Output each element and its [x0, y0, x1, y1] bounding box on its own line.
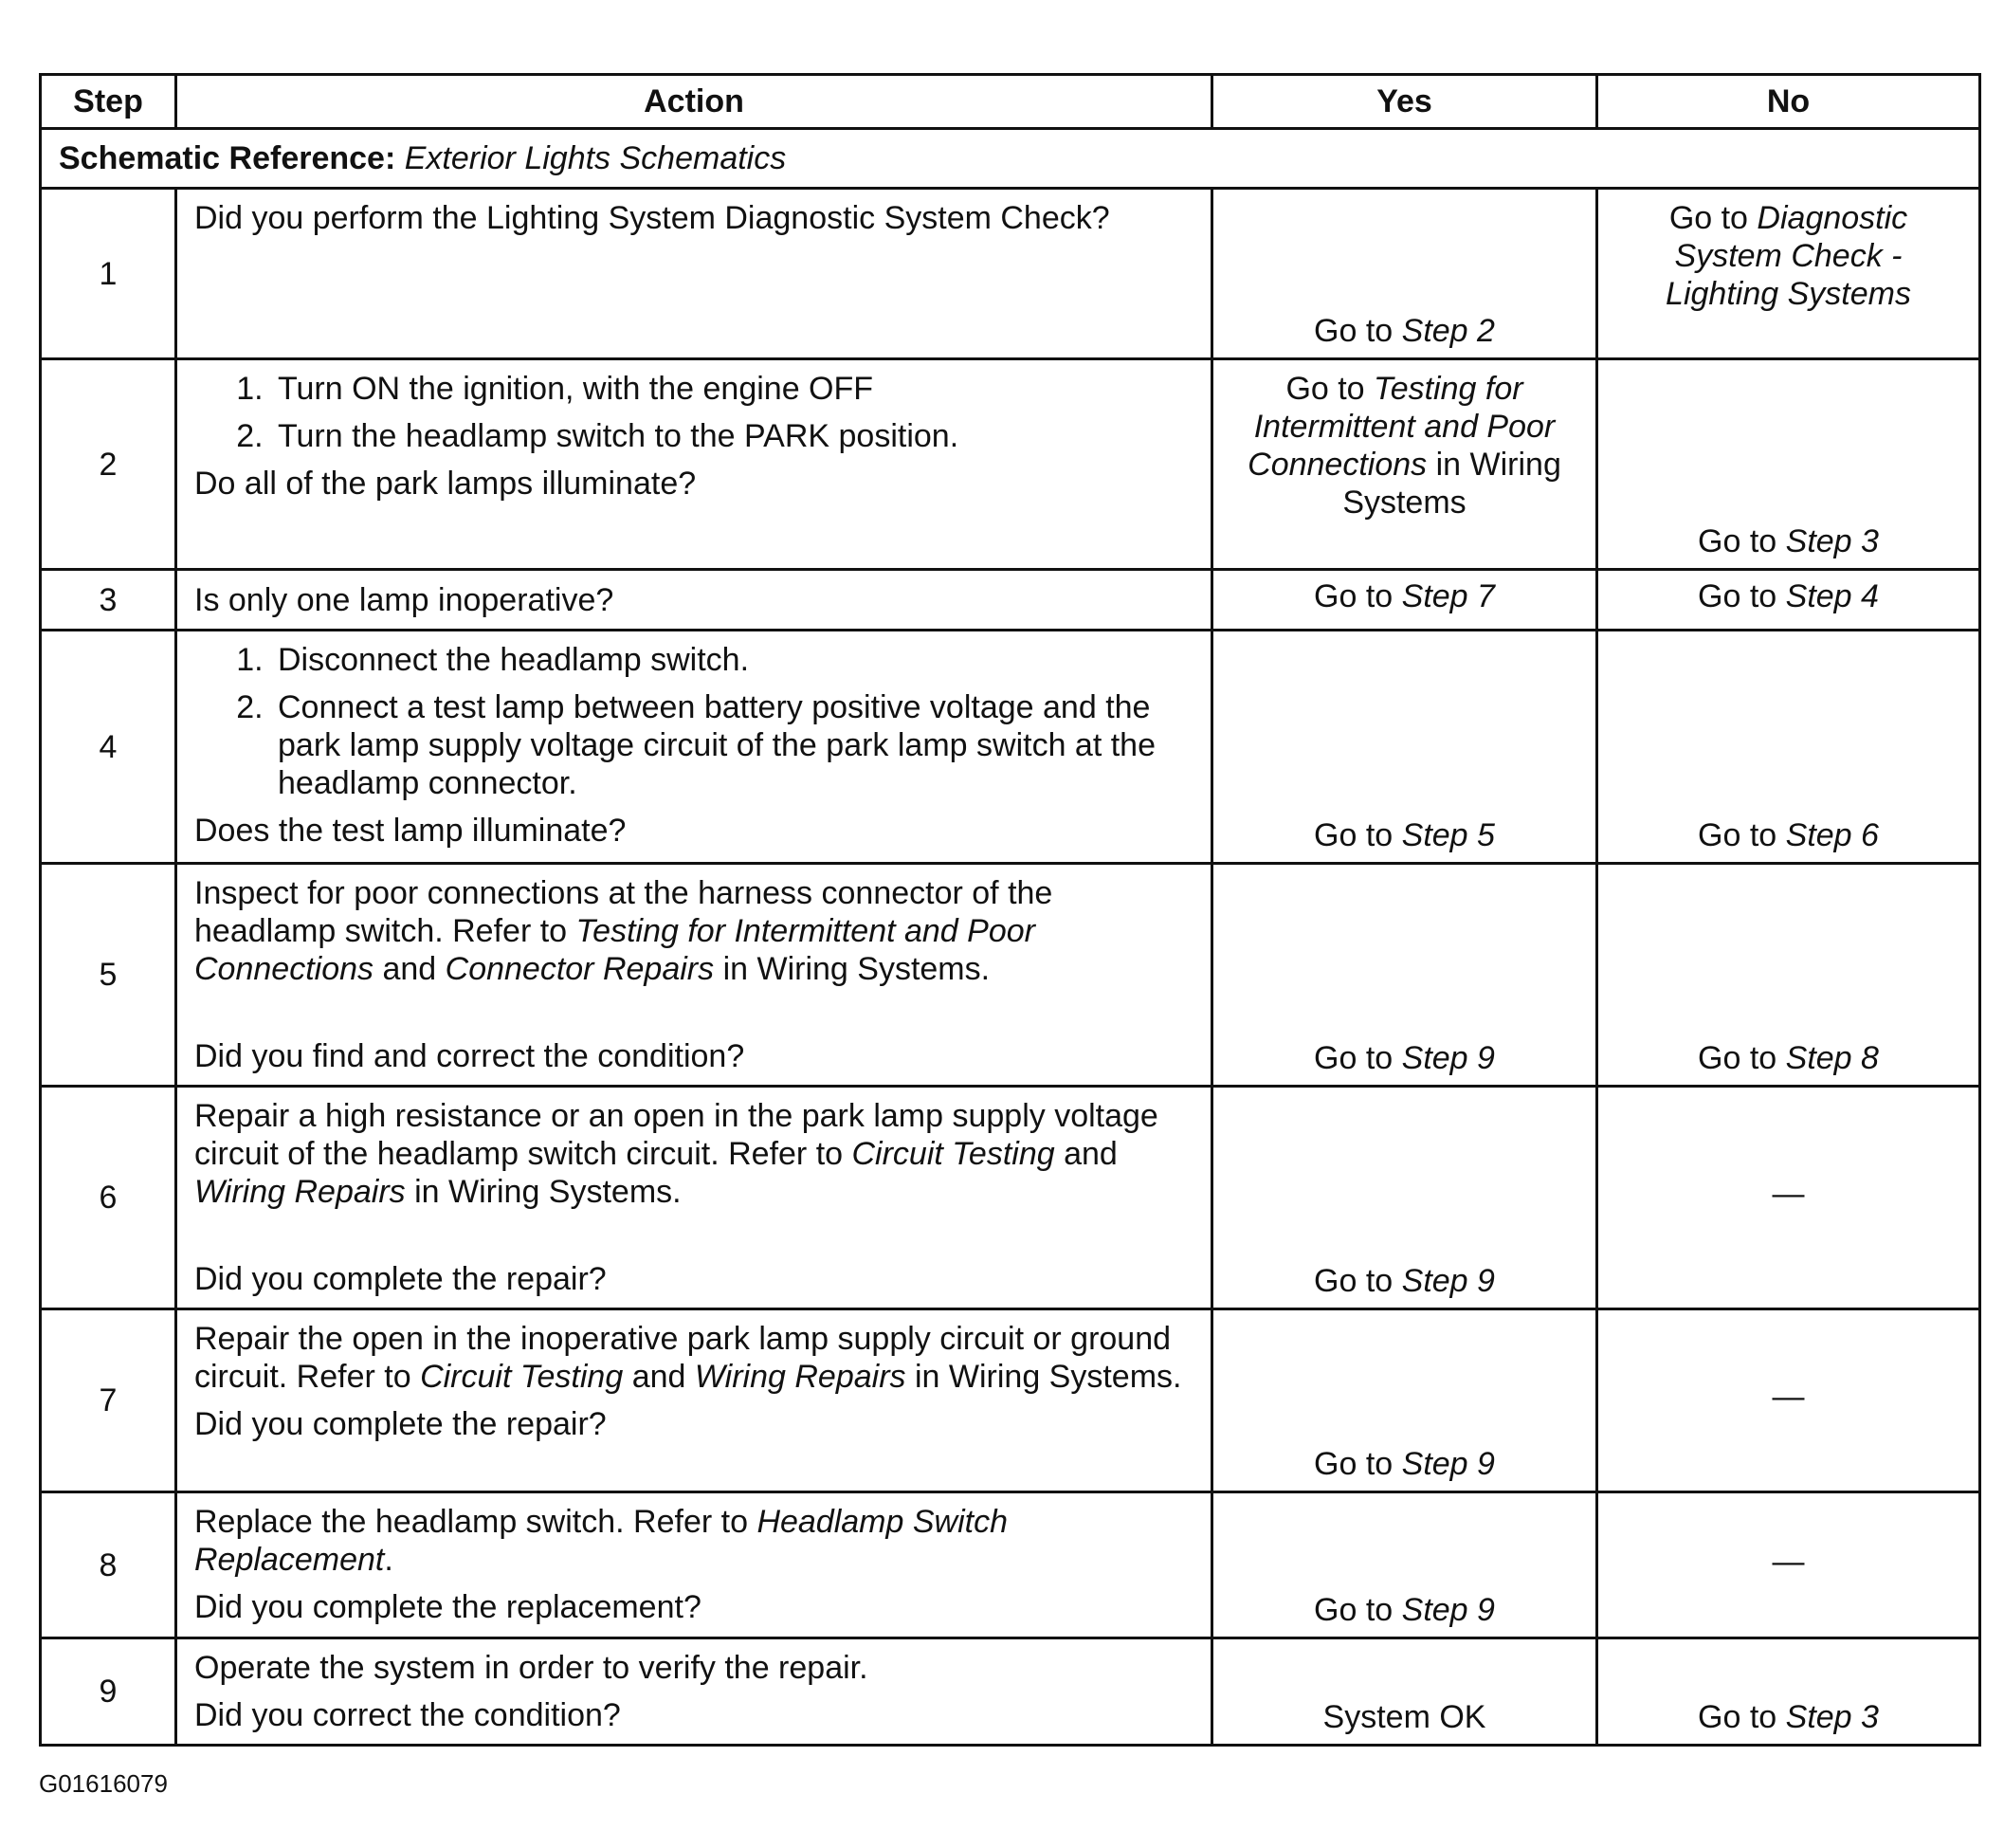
table-row — [41, 189, 1980, 359]
no-cell: — — [1597, 1309, 1980, 1492]
header-action: Action — [176, 75, 1212, 129]
action-cell — [176, 570, 1212, 631]
action-text: Repair a high resistance or an open in the park lamp supply voltage circuit of the headlamp switch circuit. Refer to Circuit Testing and Wiring Repairs in Wiring Systems. — [194, 1098, 1158, 1210]
yes-cell: Go to Step 9 — [1212, 1492, 1597, 1638]
action-step: 1. Disconnect the headlamp switch. — [272, 641, 1193, 679]
step-number: 3 — [41, 570, 176, 631]
schematic-label: Schematic Reference: — [59, 140, 396, 176]
table-row — [41, 1492, 1980, 1638]
table-row — [41, 864, 1980, 1087]
step-number: 9 — [41, 1638, 176, 1746]
header-no: No — [1597, 75, 1980, 129]
action-cell — [176, 1492, 1212, 1638]
schematic-value: Exterior Lights Schematics — [404, 140, 787, 176]
step-number: 1 — [41, 189, 176, 359]
table-row — [41, 1087, 1980, 1309]
action-steps — [194, 641, 1193, 802]
no-cell: Go to Step 3 — [1597, 1638, 1980, 1746]
diagnostic-table — [39, 73, 1981, 1747]
no-link: Step 4 — [1785, 577, 1879, 614]
action-question: Did you complete the repair? — [194, 1406, 607, 1442]
yes-link: Step 9 — [1401, 1263, 1495, 1299]
step-number: 8 — [41, 1492, 176, 1638]
action-step: 2. Turn the headlamp switch to the PARK position. — [272, 417, 1193, 455]
action-text: Did you perform the Lighting System Diagnostic System Check? — [194, 200, 1110, 236]
yes-link: Step 5 — [1401, 817, 1495, 853]
action-cell — [176, 1638, 1212, 1746]
no-link: Step 6 — [1785, 817, 1879, 853]
action-cell — [176, 359, 1212, 570]
step-number: 7 — [41, 1309, 176, 1492]
no-link: Step 8 — [1785, 1040, 1879, 1076]
step-number: 4 — [41, 631, 176, 864]
action-step: 1. Turn ON the ignition, with the engine OFF — [272, 370, 1193, 408]
action-text: Inspect for poor connections at the harness connector of the headlamp switch. Refer to Testing for Intermittent and Poor Connections and Connector Repairs in Wiring Systems. — [194, 875, 1053, 987]
action-cell — [176, 631, 1212, 864]
step-number: 2 — [41, 359, 176, 570]
yes-link: Step 9 — [1401, 1592, 1495, 1628]
action-text: Operate the system in order to verify the repair. — [194, 1650, 868, 1686]
header-step: Step — [41, 75, 176, 129]
action-cell — [176, 189, 1212, 359]
action-question: Do all of the park lamps illuminate? — [194, 466, 697, 502]
action-text: Repair the open in the inoperative park lamp supply circuit or ground circuit. Refer to Circuit Testing and Wiring Repairs in Wiring Systems. — [194, 1321, 1182, 1395]
table-row — [41, 1309, 1980, 1492]
action-question: Did you complete the repair? — [194, 1261, 607, 1297]
action-cell — [176, 1087, 1212, 1309]
no-cell: — — [1597, 1087, 1980, 1309]
no-cell: Go to Diagnostic System Check - Lighting Systems — [1597, 189, 1980, 359]
step-number: 5 — [41, 864, 176, 1087]
yes-cell: Go to Step 2 — [1212, 189, 1597, 359]
yes-cell: Go to Step 9 — [1212, 864, 1597, 1087]
no-cell: — — [1597, 1492, 1980, 1638]
no-link: Step 3 — [1785, 523, 1879, 559]
no-cell: Go to Step 8 — [1597, 864, 1980, 1087]
yes-link: Step 2 — [1401, 313, 1495, 349]
yes-cell: Go to Step 7 — [1212, 570, 1597, 631]
action-question: Did you find and correct the condition? — [194, 1038, 745, 1074]
yes-link: Step 9 — [1401, 1040, 1495, 1076]
step-number: 6 — [41, 1087, 176, 1309]
yes-link: Step 7 — [1401, 577, 1495, 614]
action-cell — [176, 1309, 1212, 1492]
table-row — [41, 359, 1980, 570]
schematic-row — [41, 129, 1980, 189]
action-step: 2. Connect a test lamp between battery positive voltage and the park lamp supply voltage circuit of the park lamp switch at the headlamp connector. — [272, 688, 1193, 802]
yes-cell: Go to Step 9 — [1212, 1087, 1597, 1309]
no-link: Step 3 — [1785, 1699, 1879, 1735]
yes-link: Step 9 — [1401, 1446, 1495, 1482]
table-row — [41, 631, 1980, 864]
yes-cell: Go to Step 9 — [1212, 1309, 1597, 1492]
action-steps — [194, 370, 1193, 455]
yes-cell: System OK — [1212, 1638, 1597, 1746]
action-text: Replace the headlamp switch. Refer to Headlamp Switch Replacement. — [194, 1504, 1008, 1578]
header-yes: Yes — [1212, 75, 1597, 129]
action-question: Does the test lamp illuminate? — [194, 813, 627, 849]
figure-id: G01616079 — [39, 1769, 168, 1798]
action-question: Did you correct the condition? — [194, 1697, 621, 1733]
no-cell: Go to Step 6 — [1597, 631, 1980, 864]
action-question: Did you complete the replacement? — [194, 1589, 701, 1625]
schematic-reference — [41, 129, 1980, 189]
table-row — [41, 570, 1980, 631]
yes-cell: Go to Step 5 — [1212, 631, 1597, 864]
action-cell — [176, 864, 1212, 1087]
no-link: Diagnostic System Check - Lighting Systems — [1666, 200, 1911, 312]
no-cell: Go to Step 4 — [1597, 570, 1980, 631]
no-cell: Go to Step 3 — [1597, 359, 1980, 570]
header-row — [41, 75, 1980, 129]
yes-link: Testing for Intermittent and Poor Connections — [1248, 371, 1556, 483]
action-text: Is only one lamp inoperative? — [194, 581, 614, 618]
table-row — [41, 1638, 1980, 1746]
yes-cell: Go to Testing for Intermittent and Poor Connections in Wiring Systems — [1212, 359, 1597, 570]
